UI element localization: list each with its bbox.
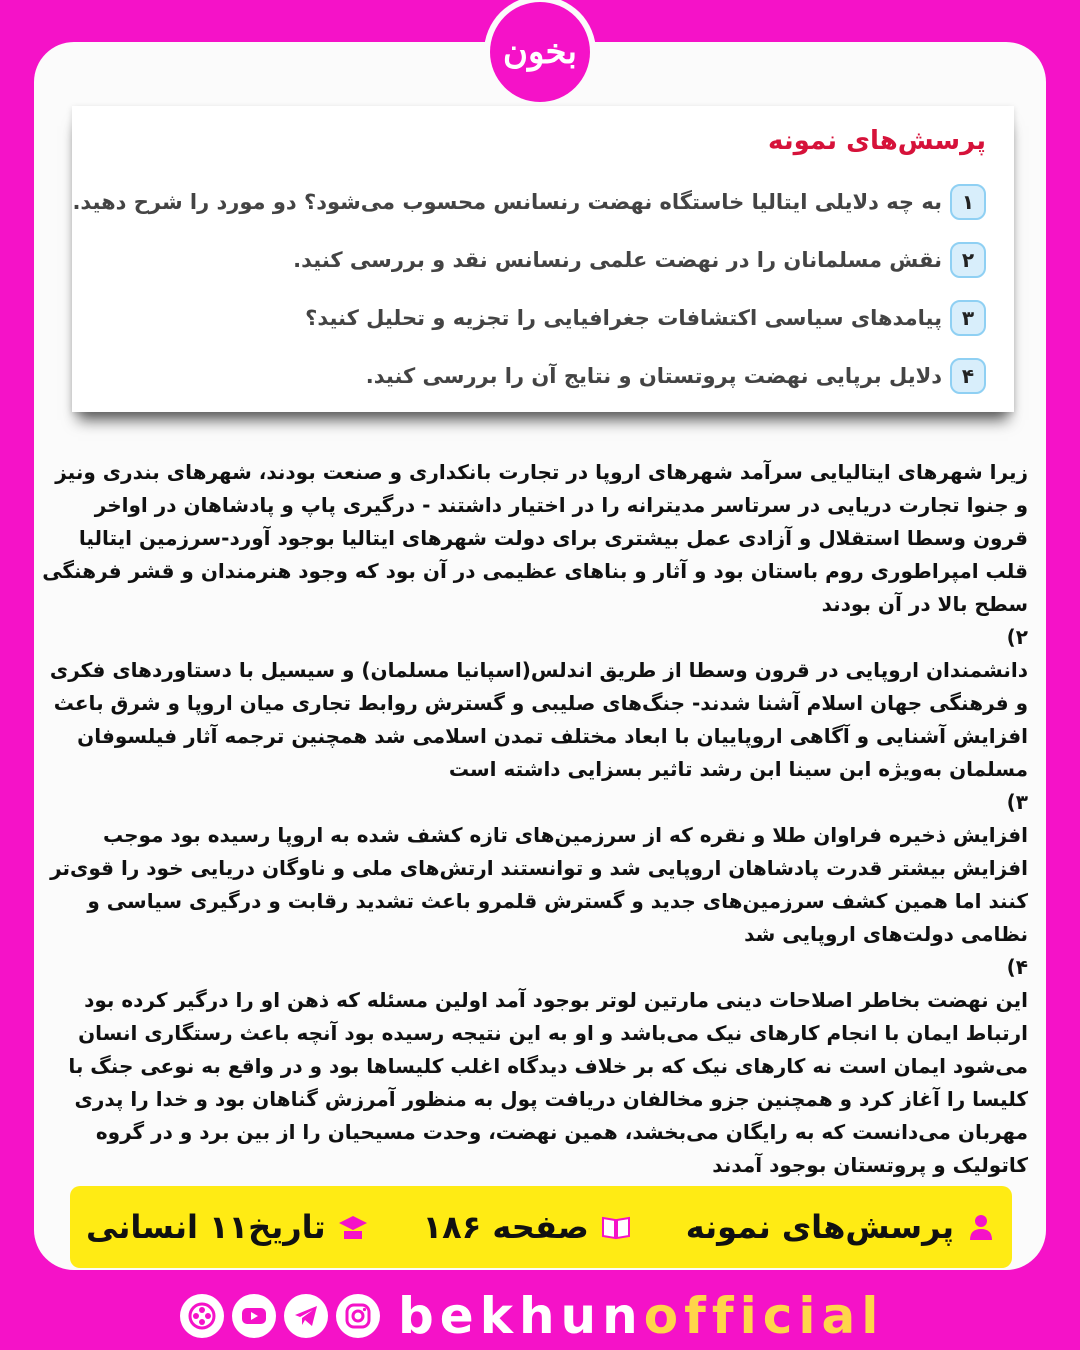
question-item <box>293 242 986 278</box>
footer-bar <box>70 1186 1012 1268</box>
logo-text: بخون <box>503 32 577 72</box>
footer-topic <box>686 1208 996 1246</box>
answer-3: افزایش ذخیره فراوان طلا و نقره که از سرزمین‌های تازه کشف شده به اروپا رسیده بود موجب افزایش بیشتر قدرت پادشاهان اروپایی شد و توانستند ارتش‌های ملی و ناوگان دریایی خود را قوی‌تر کنند اما همین کشف سرزمین‌های جدید و گسترش قلمرو باعث تشدید رقابت و درگیری سیاسی و نظامی دولت‌های اروپایی شد <box>50 823 1028 946</box>
handle-part-1: bekhun <box>398 1287 644 1345</box>
answer-4: این نهضت بخاطر اصلاحات دینی مارتین لوتر بوجود آمد اولین مسئله که ذهن او را درگیر کرده بود ارتباط ایمان با انجام کارهای نیک می‌باشد و او به این نتیجه رسیده بود آنچه باعث رستگاری انسان می‌شود ایمان است نه کارهای نیک که بر خلاف دیدگاه اغلب کلیساها بود و در واقع به نوعی جنگ با کلیسا را آغاز کرد و همچنین جزو مخالفان دریافت پول به منظور آمرزش گناهان بود و خدا را پدری مهربان می‌دانست که به رایگان می‌بخشد، همین نهضت، وحدت مسیحیان را از بین برد و در گروه کاتولیک و پروتستان بوجود آمدند <box>68 988 1028 1177</box>
question-text: به چه دلایلی ایتالیا خاستگاه نهضت رنسانس محسوب می‌شود؟ دو مورد را شرح دهید. <box>72 190 942 214</box>
answers-section <box>38 456 1028 1182</box>
question-text: دلایل برپایی نهضت پروتستان و نتایج آن را بررسی کنید. <box>365 364 942 388</box>
social-bar <box>180 1286 884 1346</box>
question-number: ۴ <box>950 358 986 394</box>
instagram-icon[interactable] <box>336 1294 380 1338</box>
student-icon <box>966 1212 996 1242</box>
question-box <box>72 106 1014 412</box>
footer-topic-label: پرسش‌های نمونه <box>685 1208 954 1246</box>
footer-course-label: تاریخ۱۱ انسانی <box>86 1208 326 1246</box>
footer-page-label: صفحه ۱۸۶ <box>422 1208 589 1246</box>
question-number: ۲ <box>950 242 986 278</box>
social-handle <box>398 1287 884 1345</box>
answer-2: دانشمندان اروپایی در قرون وسطا از طریق اندلس(اسپانیا مسلمان) و سیسیل با دستاوردهای فکری و فرهنگی جهان اسلام آشنا شدند- جنگ‌های صلیبی و گسترش روابط تجاری میان اروپا و شرق باعث افزایش آشنایی و آگاهی اروپاییان با ابعاد مختلف تمدن اسلامی شد همچنین ترجمه آثار فیلسوفان مسلمان به‌ویژه ابن سینا ابن رشد تاثیر بسزایی داشته است <box>49 658 1028 781</box>
question-item <box>305 300 986 336</box>
question-number: ۱ <box>950 184 986 220</box>
questions-title: پرسش‌های نمونه <box>768 126 986 156</box>
brand-logo <box>490 2 590 102</box>
question-text: نقش مسلمانان را در نهضت علمی رنسانس نقد و بررسی کنید. <box>293 248 942 272</box>
answer-marker-3: ۳) <box>1006 790 1028 814</box>
telegram-icon[interactable] <box>284 1294 328 1338</box>
handle-part-2: official <box>643 1287 885 1345</box>
youtube-icon[interactable] <box>232 1294 276 1338</box>
footer-course <box>86 1208 368 1246</box>
film-reel-icon[interactable] <box>180 1294 224 1338</box>
answer-marker-4: ۴) <box>1006 955 1028 979</box>
open-book-icon <box>601 1212 631 1242</box>
footer-page <box>423 1208 631 1246</box>
question-item <box>366 358 986 394</box>
answer-marker-2: ۲) <box>1006 625 1028 649</box>
question-number: ۳ <box>950 300 986 336</box>
graduation-cap-icon <box>338 1212 368 1242</box>
question-item <box>72 184 986 220</box>
question-text: پیامدهای سیاسی اکتشافات جغرافیایی را تجزیه و تحلیل کنید؟ <box>305 306 942 330</box>
answer-1: زیرا شهرهای ایتالیایی سرآمد شهرهای اروپا در تجارت بانکداری و صنعت بودند، شهرهای بندری ونیز و جنوا تجارت دریایی در سرتاسر مدیترانه را در اختیار داشتند - درگیری پاپ و پادشاهان در اواخر قرون وسطا استقلال و آزادی عمل بیشتری برای دولت شهرهای ایتالیا بوجود آورد-سرزمین ایتالیا قلب امپراطوری روم باستان بود و آثار و بناهای عظیمی در آن بود که وجود هنرمندان و قشر فرهنگی سطح بالا در آن بودند <box>42 460 1028 616</box>
